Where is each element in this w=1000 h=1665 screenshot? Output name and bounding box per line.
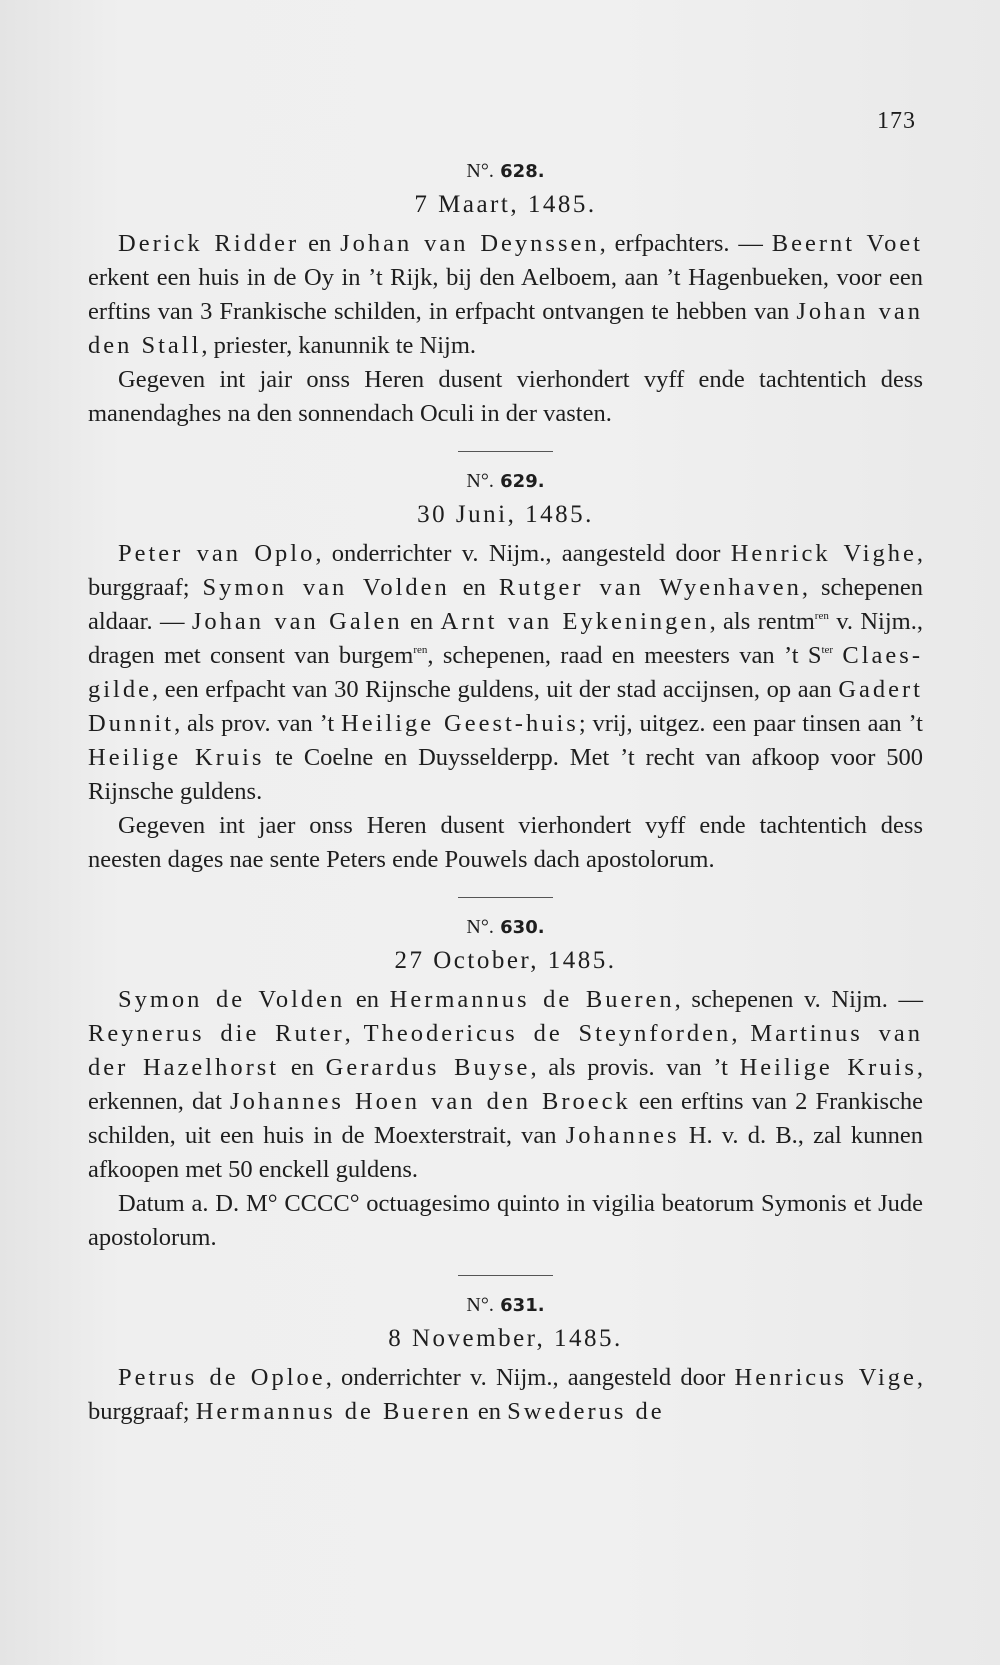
superscript: ren xyxy=(413,644,428,656)
text-run: en xyxy=(471,1398,508,1425)
person-name: Peter van Oplo xyxy=(118,540,316,567)
person-name: Henrick Vighe xyxy=(730,540,917,567)
person-name: Hermannus de Bueren xyxy=(195,1398,472,1425)
entry-summary xyxy=(88,537,923,809)
institution-name: Heilige Kruis xyxy=(739,1054,917,1081)
entry-629 xyxy=(88,470,923,877)
text-run: , schepenen, raad en meesters van ’t S xyxy=(427,642,822,669)
text-run: , burggraaf; xyxy=(88,540,923,601)
text-run: en xyxy=(299,230,341,257)
text-run: v. Nijm., dragen met consent van burgem xyxy=(88,608,923,669)
superscript: ter xyxy=(821,644,834,656)
person-name: Arnt van Eykeningen xyxy=(440,608,710,635)
text-run: , xyxy=(731,1020,751,1047)
person-name: Johannes xyxy=(565,1122,680,1149)
entry-quote: Datum a. D. M° CCCC° octuagesimo quinto in vigilia beatorum Symonis et Jude apostolorum. xyxy=(88,1190,923,1251)
entry-summary xyxy=(88,1361,923,1429)
entry-number xyxy=(88,160,923,183)
person-name: Petrus de Oploe xyxy=(118,1364,326,1391)
document-body xyxy=(88,160,923,1429)
entry-quote: Gegeven int jaer onss Heren dusent vierhondert vyff ende tachtentich dess neesten dages nae sente Peters ende Pouwels dach apostolorum. xyxy=(88,812,923,873)
page-number: 173 xyxy=(877,108,916,134)
text-run: , erkennen, dat xyxy=(88,1054,924,1115)
person-name: Theodericus de Steynforden xyxy=(363,1020,732,1047)
text-run: , burggraaf; xyxy=(88,1364,924,1425)
text-run: , schepenen aldaar. — xyxy=(88,574,923,635)
person-name: Johannes Hoen van den Broeck xyxy=(230,1088,631,1115)
text-run: ; vrij, uitgez. een paar tinsen aan ’t xyxy=(578,710,923,737)
text-run: te Coelne en Duysselderpp. Met ’t recht van afkoop voor 500 Rijnsche guldens. xyxy=(88,744,923,805)
text-run: en xyxy=(402,608,441,635)
entry-quote: Gegeven int jair onss Heren dusent vierhondert vyff ende tachtentich dess manendaghes na den sonnendach Oculi in der vasten. xyxy=(88,366,923,427)
entry-number-value: 629. xyxy=(500,471,545,492)
entry-number-value: 631. xyxy=(500,1295,545,1316)
person-name: Gadert Dunnit xyxy=(88,676,923,737)
text-run: , schepenen v. Nijm. — xyxy=(674,986,923,1013)
text-run: , onderrichter v. Nijm., aangesteld door xyxy=(315,540,731,567)
section-divider xyxy=(458,897,553,898)
text-run: en xyxy=(345,986,390,1013)
person-name: Johan van Galen xyxy=(191,608,403,635)
entry-number xyxy=(88,1294,923,1317)
person-name: Symon de Volden xyxy=(118,986,346,1013)
entry-number-prefix: N°. xyxy=(466,1294,494,1316)
entry-date: 30 Juni, 1485. xyxy=(417,501,594,528)
entry-number-value: 630. xyxy=(500,917,545,938)
entry-630 xyxy=(88,916,923,1255)
entry-number-prefix: N°. xyxy=(466,160,494,182)
text-run: H. v. d. B., zal kunnen afkoopen met 50 enckell guldens. xyxy=(88,1122,923,1183)
entry-631 xyxy=(88,1294,923,1429)
section-divider xyxy=(458,451,553,452)
text-run: , onderrichter v. Nijm., aangesteld door xyxy=(325,1364,735,1391)
institution-name: Heilige Geest-huis xyxy=(341,710,579,737)
text-run: en xyxy=(279,1054,326,1081)
superscript: ren xyxy=(814,610,829,622)
person-name: Johan van Deynssen xyxy=(340,230,600,257)
person-name: Swederus de xyxy=(507,1398,665,1425)
text-run: en xyxy=(449,574,499,601)
entry-number xyxy=(88,916,923,939)
guild-name: Claes-gilde xyxy=(88,642,923,703)
person-name: Beernt Voet xyxy=(771,230,923,257)
person-name: Rutger van Wyenhaven xyxy=(498,574,802,601)
entry-628 xyxy=(88,160,923,431)
entry-summary xyxy=(88,983,923,1187)
text-run xyxy=(833,642,842,669)
text-run: , xyxy=(344,1020,364,1047)
person-name: Derick Ridder xyxy=(118,230,300,257)
entry-date: 8 November, 1485. xyxy=(388,1325,623,1352)
person-name: Martinus van der Hazelhorst xyxy=(88,1020,924,1081)
entry-date: 27 October, 1485. xyxy=(394,947,617,974)
text-run: , als prov. van ’t xyxy=(174,710,342,737)
text-run: , als rentm xyxy=(709,608,815,635)
section-divider xyxy=(458,1275,553,1276)
person-name: Hermannus de Bueren xyxy=(389,986,675,1013)
text-run: , een erfpacht van 30 Rijnsche guldens, uit der stad accijnsen, op aan xyxy=(152,676,839,703)
text-run: , erfpachters. — xyxy=(599,230,772,257)
institution-name: Heilige Kruis xyxy=(88,744,265,771)
entry-number-value: 628. xyxy=(500,161,545,182)
text-run: erkent een huis in de Oy in ’t Rijk, bij den Aelboem, aan ’t Hagenbueken, voor een erftins van 3 Frankische schilden, in erfpacht ontvangen te hebben van xyxy=(88,264,923,325)
person-name: Gerardus Buyse xyxy=(325,1054,531,1081)
person-name: Johan van den Stall xyxy=(88,298,923,359)
entry-date: 7 Maart, 1485. xyxy=(414,191,597,218)
entry-summary xyxy=(88,227,923,363)
text-run: een erftins van 2 Frankische schilden, uit een huis in de Moexterstrait, van xyxy=(88,1088,923,1149)
entry-number-prefix: N°. xyxy=(466,916,494,938)
person-name: Reynerus die Ruter xyxy=(88,1020,345,1047)
person-name: Symon van Volden xyxy=(202,574,450,601)
entry-number xyxy=(88,470,923,493)
text-run: , priester, kanunnik te Nijm. xyxy=(201,332,477,359)
person-name: Henricus Vige xyxy=(734,1364,917,1391)
text-run: , als provis. van ’t xyxy=(530,1054,740,1081)
entry-number-prefix: N°. xyxy=(466,470,494,492)
